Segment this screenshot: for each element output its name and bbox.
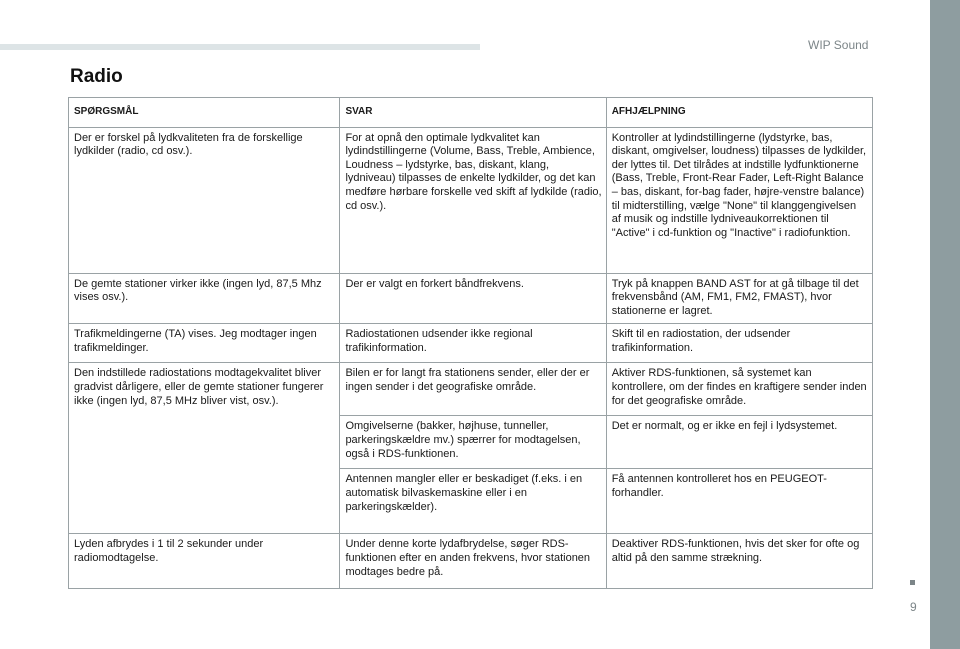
column-header-solution: AFHJÆLPNING bbox=[606, 98, 872, 128]
table-row bbox=[69, 534, 873, 589]
table-row bbox=[69, 127, 873, 273]
question-cell: Der er forskel på lydkvaliteten fra de forskellige lydkilder (radio, cd osv.). bbox=[69, 127, 340, 273]
question-cell: Den indstillede radiostations modtagekvalitet bliver gradvist dårligere, eller de gemte stationer fungerer ikke (ingen lyd, 87,5 MHz bliver vist, osv.). bbox=[69, 363, 340, 534]
table-row bbox=[69, 273, 873, 324]
question-cell: Trafikmeldingerne (TA) vises. Jeg modtager ingen trafikmeldinger. bbox=[69, 324, 340, 363]
answer-cell: Bilen er for langt fra stationens sender, eller der er ingen sender i det geografiske område. bbox=[340, 363, 606, 416]
side-edge-strip bbox=[930, 0, 960, 649]
solution-cell: Det er normalt, og er ikke en fejl i lydsystemet. bbox=[606, 416, 872, 469]
answer-cell: Antennen mangler eller er beskadiget (f.eks. i en automatisk bilvaskemaskine eller i en parkeringskælder). bbox=[340, 469, 606, 534]
column-header-question: SPØRGSMÅL bbox=[69, 98, 340, 128]
answer-cell: For at opnå den optimale lydkvalitet kan lydindstillingerne (Volume, Bass, Treble, Ambience, Loudness – lydstyrke, bas, diskant, klang, lydniveau) tilpasses de enkelte lydkilder, og det kan medføre hørbare forskelle ved skift af lydkilde (radio, cd osv.). bbox=[340, 127, 606, 273]
solution-cell: Skift til en radiostation, der udsender trafikinformation. bbox=[606, 324, 872, 363]
page-title: Radio bbox=[70, 66, 123, 87]
answer-cell: Radiostationen udsender ikke regional trafikinformation. bbox=[340, 324, 606, 363]
table-row bbox=[69, 363, 873, 416]
solution-cell: Kontroller at lydindstillingerne (lydstyrke, bas, diskant, omgivelser, loudness) tilpasses de lydkilder, der lyttes til. Det tilrådes at indstille lydfunktionerne (Bass, Treble, Front-Rear Fader, Left-Right Balance – bas, diskant, for-bag fader, højre-venstre balance) til midterstilling, vælge "None" til klanggengivelsen af musik og indstille lydniveaukorrektionen til "Active" i cd-funktion og "Inactive" i radiofunktion. bbox=[606, 127, 872, 273]
answer-cell: Omgivelserne (bakker, højhuse, tunneller, parkeringskældre mv.) spærrer for modtagelsen, også i RDS-funktionen. bbox=[340, 416, 606, 469]
question-cell: Lyden afbrydes i 1 til 2 sekunder under radiomodtagelse. bbox=[69, 534, 340, 589]
table-row bbox=[69, 324, 873, 363]
solution-cell: Tryk på knappen BAND AST for at gå tilbage til det frekvensbånd (AM, FM1, FM2, FMAST), hvor stationerne er lagret. bbox=[606, 273, 872, 324]
column-header-answer: SVAR bbox=[340, 98, 606, 128]
section-label: WIP Sound bbox=[808, 38, 869, 52]
solution-cell: Aktiver RDS-funktionen, så systemet kan kontrollere, om der findes en kraftigere sender inden for det geografiske område. bbox=[606, 363, 872, 416]
table-header-row bbox=[69, 98, 873, 128]
question-cell: De gemte stationer virker ikke (ingen lyd, 87,5 Mhz vises osv.). bbox=[69, 273, 340, 324]
solution-cell: Få antennen kontrolleret hos en PEUGEOT-forhandler. bbox=[606, 469, 872, 534]
answer-cell: Under denne korte lydafbrydelse, søger RDS-funktionen efter en anden frekvens, hvor stationen modtages bedre på. bbox=[340, 534, 606, 589]
header-accent-bar bbox=[0, 44, 480, 50]
page-marker-dot bbox=[910, 580, 915, 585]
solution-cell: Deaktiver RDS-funktionen, hvis det sker for ofte og altid på den samme strækning. bbox=[606, 534, 872, 589]
answer-cell: Der er valgt en forkert båndfrekvens. bbox=[340, 273, 606, 324]
page-number: 9 bbox=[910, 600, 917, 614]
troubleshooting-table bbox=[68, 97, 873, 589]
